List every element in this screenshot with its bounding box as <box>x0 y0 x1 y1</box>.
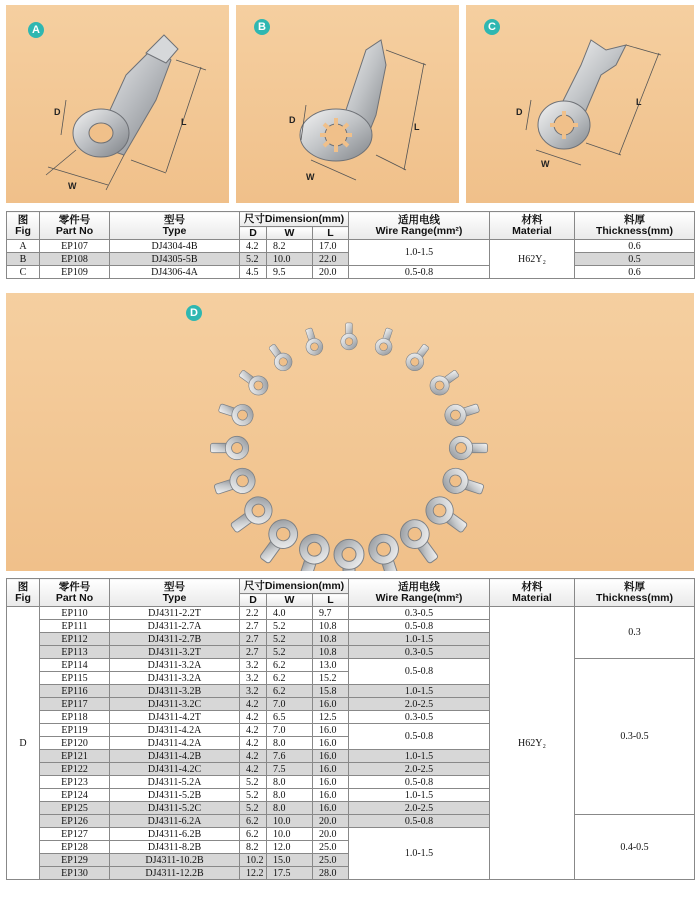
cell-d: 4.2 <box>240 750 267 763</box>
header-w: W <box>267 227 313 240</box>
cell-w: 7.0 <box>267 698 313 711</box>
cell-d: 4.5 <box>240 266 267 279</box>
cell-wire: 1.0-1.5 <box>349 240 490 266</box>
ring-terminal <box>402 340 433 374</box>
cell-wire: 1.0-1.5 <box>349 633 490 646</box>
figure-d-panel <box>6 293 694 571</box>
cell-part: EP122 <box>40 763 110 776</box>
cell-l: 15.8 <box>313 685 349 698</box>
cell-l: 16.0 <box>313 750 349 763</box>
cell-part: EP112 <box>40 633 110 646</box>
ring-terminal <box>216 398 256 429</box>
cell-part: EP109 <box>40 266 110 279</box>
cell-type: DJ4311-3.2T <box>110 646 240 659</box>
fig-a-label-d: D <box>54 107 61 117</box>
cell-wire: 1.0-1.5 <box>349 750 490 763</box>
header-fig: 图 Fig <box>7 212 40 240</box>
cell-part: EP115 <box>40 672 110 685</box>
cell-type: DJ4311-6.2B <box>110 828 240 841</box>
header-thickness: 料厚 Thickness(mm) <box>575 579 695 607</box>
cell-fig: C <box>7 266 40 279</box>
cell-d: 2.7 <box>240 646 267 659</box>
cell-l: 16.0 <box>313 789 349 802</box>
cell-l: 28.0 <box>313 867 349 880</box>
cell-material: H62Y₂ <box>490 240 575 279</box>
cell-type: DJ4311-6.2A <box>110 815 240 828</box>
ring-terminal <box>210 436 248 459</box>
cell-d: 10.2 <box>240 854 267 867</box>
cell-l: 13.0 <box>313 659 349 672</box>
cell-part: EP113 <box>40 646 110 659</box>
cell-d: 3.2 <box>240 685 267 698</box>
cell-w: 8.0 <box>267 776 313 789</box>
cell-part: EP107 <box>40 240 110 253</box>
cell-l: 10.8 <box>313 633 349 646</box>
fig-c-label-w: W <box>541 159 550 169</box>
header-material: 材料 Material <box>490 212 575 240</box>
header-dimension: 尺寸Dimension(mm) <box>240 212 349 227</box>
cell-d: 5.2 <box>240 776 267 789</box>
cell-l: 16.0 <box>313 802 349 815</box>
ring-terminal <box>341 323 358 350</box>
cell-wire: 1.0-1.5 <box>349 828 490 880</box>
fig-a-label-l: L <box>181 117 187 127</box>
fig-c-label-l: L <box>636 97 642 107</box>
cell-d: 3.2 <box>240 659 267 672</box>
cell-d: 4.2 <box>240 711 267 724</box>
cell-part: EP120 <box>40 737 110 750</box>
cell-w: 6.5 <box>267 711 313 724</box>
header-d: D <box>240 227 267 240</box>
figure-c-panel <box>466 5 694 203</box>
cell-part: EP121 <box>40 750 110 763</box>
fig-a-label-w: W <box>68 181 77 191</box>
cell-w: 9.5 <box>267 266 313 279</box>
table-row <box>7 266 695 279</box>
cell-d: 5.2 <box>240 789 267 802</box>
cell-part: EP130 <box>40 867 110 880</box>
cell-w: 8.0 <box>267 802 313 815</box>
cell-d: 2.7 <box>240 633 267 646</box>
cell-w: 12.0 <box>267 841 313 854</box>
fig-b-label-w: W <box>306 172 315 182</box>
header-l: L <box>313 227 349 240</box>
cell-thickness: 0.3-0.5 <box>575 659 695 815</box>
cell-type: DJ4311-4.2A <box>110 724 240 737</box>
cell-wire: 0.3-0.5 <box>349 607 490 620</box>
cell-l: 16.0 <box>313 698 349 711</box>
cell-wire: 1.0-1.5 <box>349 789 490 802</box>
cell-material: H62Y₂ <box>490 607 575 880</box>
cell-w: 4.0 <box>267 607 313 620</box>
header-material: 材料 Material <box>490 579 575 607</box>
figure-a-panel <box>6 5 229 203</box>
ring-terminal <box>449 436 487 459</box>
cell-l: 9.7 <box>313 607 349 620</box>
ring-terminal <box>426 365 463 399</box>
terminal-b-drawing <box>236 5 459 203</box>
cell-w: 10.0 <box>267 828 313 841</box>
cell-w: 6.2 <box>267 659 313 672</box>
cell-fig: A <box>7 240 40 253</box>
cell-fig: B <box>7 253 40 266</box>
cell-part: EP123 <box>40 776 110 789</box>
cell-type: DJ4311-5.2A <box>110 776 240 789</box>
cell-l: 10.8 <box>313 620 349 633</box>
cell-thickness: 0.6 <box>575 266 695 279</box>
cell-wire: 0.5-0.8 <box>349 776 490 789</box>
cell-l: 17.0 <box>313 240 349 253</box>
cell-type: DJ4311-5.2C <box>110 802 240 815</box>
figure-b-panel <box>236 5 459 203</box>
cell-l: 20.0 <box>313 266 349 279</box>
cell-wire: 0.5-0.8 <box>349 620 490 633</box>
cell-thickness: 0.5 <box>575 253 695 266</box>
cell-d: 8.2 <box>240 841 267 854</box>
cell-thickness: 0.4-0.5 <box>575 815 695 880</box>
cell-d: 4.2 <box>240 737 267 750</box>
cell-part: EP124 <box>40 789 110 802</box>
table-row <box>7 607 695 620</box>
cell-d: 4.2 <box>240 240 267 253</box>
ring-terminal <box>301 326 325 357</box>
cell-l: 22.0 <box>313 253 349 266</box>
table-row <box>7 659 695 672</box>
cell-wire: 0.3-0.5 <box>349 711 490 724</box>
header-wire: 适用电线 Wire Range(mm²) <box>349 212 490 240</box>
cell-part: EP111 <box>40 620 110 633</box>
fig-c-label-d: D <box>516 107 523 117</box>
terminal-a-drawing <box>6 5 229 203</box>
ring-terminal <box>235 365 272 399</box>
figure-a-badge: A <box>28 22 44 38</box>
spec-table-d <box>6 578 695 880</box>
ring-terminal <box>440 465 487 502</box>
cell-wire: 2.0-2.5 <box>349 802 490 815</box>
cell-part: EP126 <box>40 815 110 828</box>
cell-type: DJ4311-4.2B <box>110 750 240 763</box>
cell-part: EP116 <box>40 685 110 698</box>
cell-part: EP108 <box>40 253 110 266</box>
cell-l: 20.0 <box>313 828 349 841</box>
cell-l: 12.5 <box>313 711 349 724</box>
fig-b-label-d: D <box>289 115 296 125</box>
cell-wire: 2.0-2.5 <box>349 698 490 711</box>
cell-type: DJ4311-3.2A <box>110 659 240 672</box>
header-wire: 适用电线 Wire Range(mm²) <box>349 579 490 607</box>
cell-thickness: 0.6 <box>575 240 695 253</box>
cell-wire: 2.0-2.5 <box>349 763 490 776</box>
cell-d: 2.7 <box>240 620 267 633</box>
header-thickness: 料厚 Thickness(mm) <box>575 212 695 240</box>
header-fig: 图 Fig <box>7 579 40 607</box>
cell-d: 4.2 <box>240 763 267 776</box>
cell-d: 4.2 <box>240 724 267 737</box>
table-row <box>7 815 695 828</box>
cell-l: 15.2 <box>313 672 349 685</box>
cell-wire: 0.5-0.8 <box>349 815 490 828</box>
header-type: 型号 Type <box>110 212 240 240</box>
cell-thickness: 0.3 <box>575 607 695 659</box>
cell-l: 16.0 <box>313 724 349 737</box>
cell-w: 17.5 <box>267 867 313 880</box>
header-d: D <box>240 594 267 607</box>
header-l: L <box>313 594 349 607</box>
cell-type: DJ4311-2.7A <box>110 620 240 633</box>
cell-w: 7.0 <box>267 724 313 737</box>
fig-b-label-l: L <box>414 122 420 132</box>
cell-part: EP129 <box>40 854 110 867</box>
cell-l: 10.8 <box>313 646 349 659</box>
cell-type: DJ4305-5B <box>110 253 240 266</box>
cell-d: 4.2 <box>240 698 267 711</box>
cell-wire: 0.5-0.8 <box>349 724 490 750</box>
cell-part: EP119 <box>40 724 110 737</box>
cell-type: DJ4311-2.2T <box>110 607 240 620</box>
cell-wire: 0.3-0.5 <box>349 646 490 659</box>
cell-w: 7.5 <box>267 763 313 776</box>
table-row <box>7 240 695 253</box>
cell-type: DJ4311-12.2B <box>110 867 240 880</box>
ring-terminal <box>264 340 295 374</box>
header-w: W <box>267 594 313 607</box>
cell-type: DJ4306-4A <box>110 266 240 279</box>
cell-type: DJ4311-4.2T <box>110 711 240 724</box>
cell-w: 5.2 <box>267 620 313 633</box>
ring-terminal <box>442 398 482 429</box>
cell-part: EP114 <box>40 659 110 672</box>
cell-d: 12.2 <box>240 867 267 880</box>
figure-d-badge: D <box>186 305 202 321</box>
cell-w: 10.0 <box>267 253 313 266</box>
cell-d: 2.2 <box>240 607 267 620</box>
cell-type: DJ4311-3.2B <box>110 685 240 698</box>
cell-type: DJ4311-10.2B <box>110 854 240 867</box>
cell-l: 20.0 <box>313 815 349 828</box>
cell-type: DJ4311-8.2B <box>110 841 240 854</box>
cell-type: DJ4311-4.2C <box>110 763 240 776</box>
cell-d: 5.2 <box>240 802 267 815</box>
cell-d: 6.2 <box>240 815 267 828</box>
cell-wire: 1.0-1.5 <box>349 685 490 698</box>
cell-l: 16.0 <box>313 737 349 750</box>
terminal-ring-drawing <box>6 293 694 571</box>
cell-w: 8.2 <box>267 240 313 253</box>
cell-l: 16.0 <box>313 776 349 789</box>
cell-w: 5.2 <box>267 646 313 659</box>
figure-c-badge: C <box>484 19 500 35</box>
cell-d: 3.2 <box>240 672 267 685</box>
cell-part: EP125 <box>40 802 110 815</box>
cell-w: 5.2 <box>267 633 313 646</box>
cell-w: 10.0 <box>267 815 313 828</box>
cell-w: 8.0 <box>267 789 313 802</box>
cell-d: 5.2 <box>240 253 267 266</box>
cell-type: DJ4311-3.2A <box>110 672 240 685</box>
cell-type: DJ4311-2.7B <box>110 633 240 646</box>
header-part: 零件号 Part No <box>40 579 110 607</box>
header-dimension: 尺寸Dimension(mm) <box>240 579 349 594</box>
cell-part: EP110 <box>40 607 110 620</box>
cell-w: 15.0 <box>267 854 313 867</box>
cell-l: 25.0 <box>313 854 349 867</box>
cell-type: DJ4311-4.2A <box>110 737 240 750</box>
cell-w: 8.0 <box>267 737 313 750</box>
cell-d: 6.2 <box>240 828 267 841</box>
cell-w: 6.2 <box>267 672 313 685</box>
cell-wire: 0.5-0.8 <box>349 659 490 685</box>
ring-terminal <box>334 539 364 571</box>
cell-part: EP117 <box>40 698 110 711</box>
cell-l: 16.0 <box>313 763 349 776</box>
header-type: 型号 Type <box>110 579 240 607</box>
cell-part: EP127 <box>40 828 110 841</box>
cell-type: DJ4311-5.2B <box>110 789 240 802</box>
cell-type: DJ4304-4B <box>110 240 240 253</box>
header-part: 零件号 Part No <box>40 212 110 240</box>
terminal-c-drawing <box>466 5 694 203</box>
spec-table-abc <box>6 211 695 279</box>
cell-wire: 0.5-0.8 <box>349 266 490 279</box>
cell-w: 7.6 <box>267 750 313 763</box>
ring-terminal <box>373 326 397 357</box>
cell-type: DJ4311-3.2C <box>110 698 240 711</box>
cell-w: 6.2 <box>267 685 313 698</box>
cell-fig: D <box>7 607 40 880</box>
cell-part: EP118 <box>40 711 110 724</box>
figure-b-badge: B <box>254 19 270 35</box>
ring-terminal <box>211 465 258 502</box>
cell-l: 25.0 <box>313 841 349 854</box>
cell-part: EP128 <box>40 841 110 854</box>
